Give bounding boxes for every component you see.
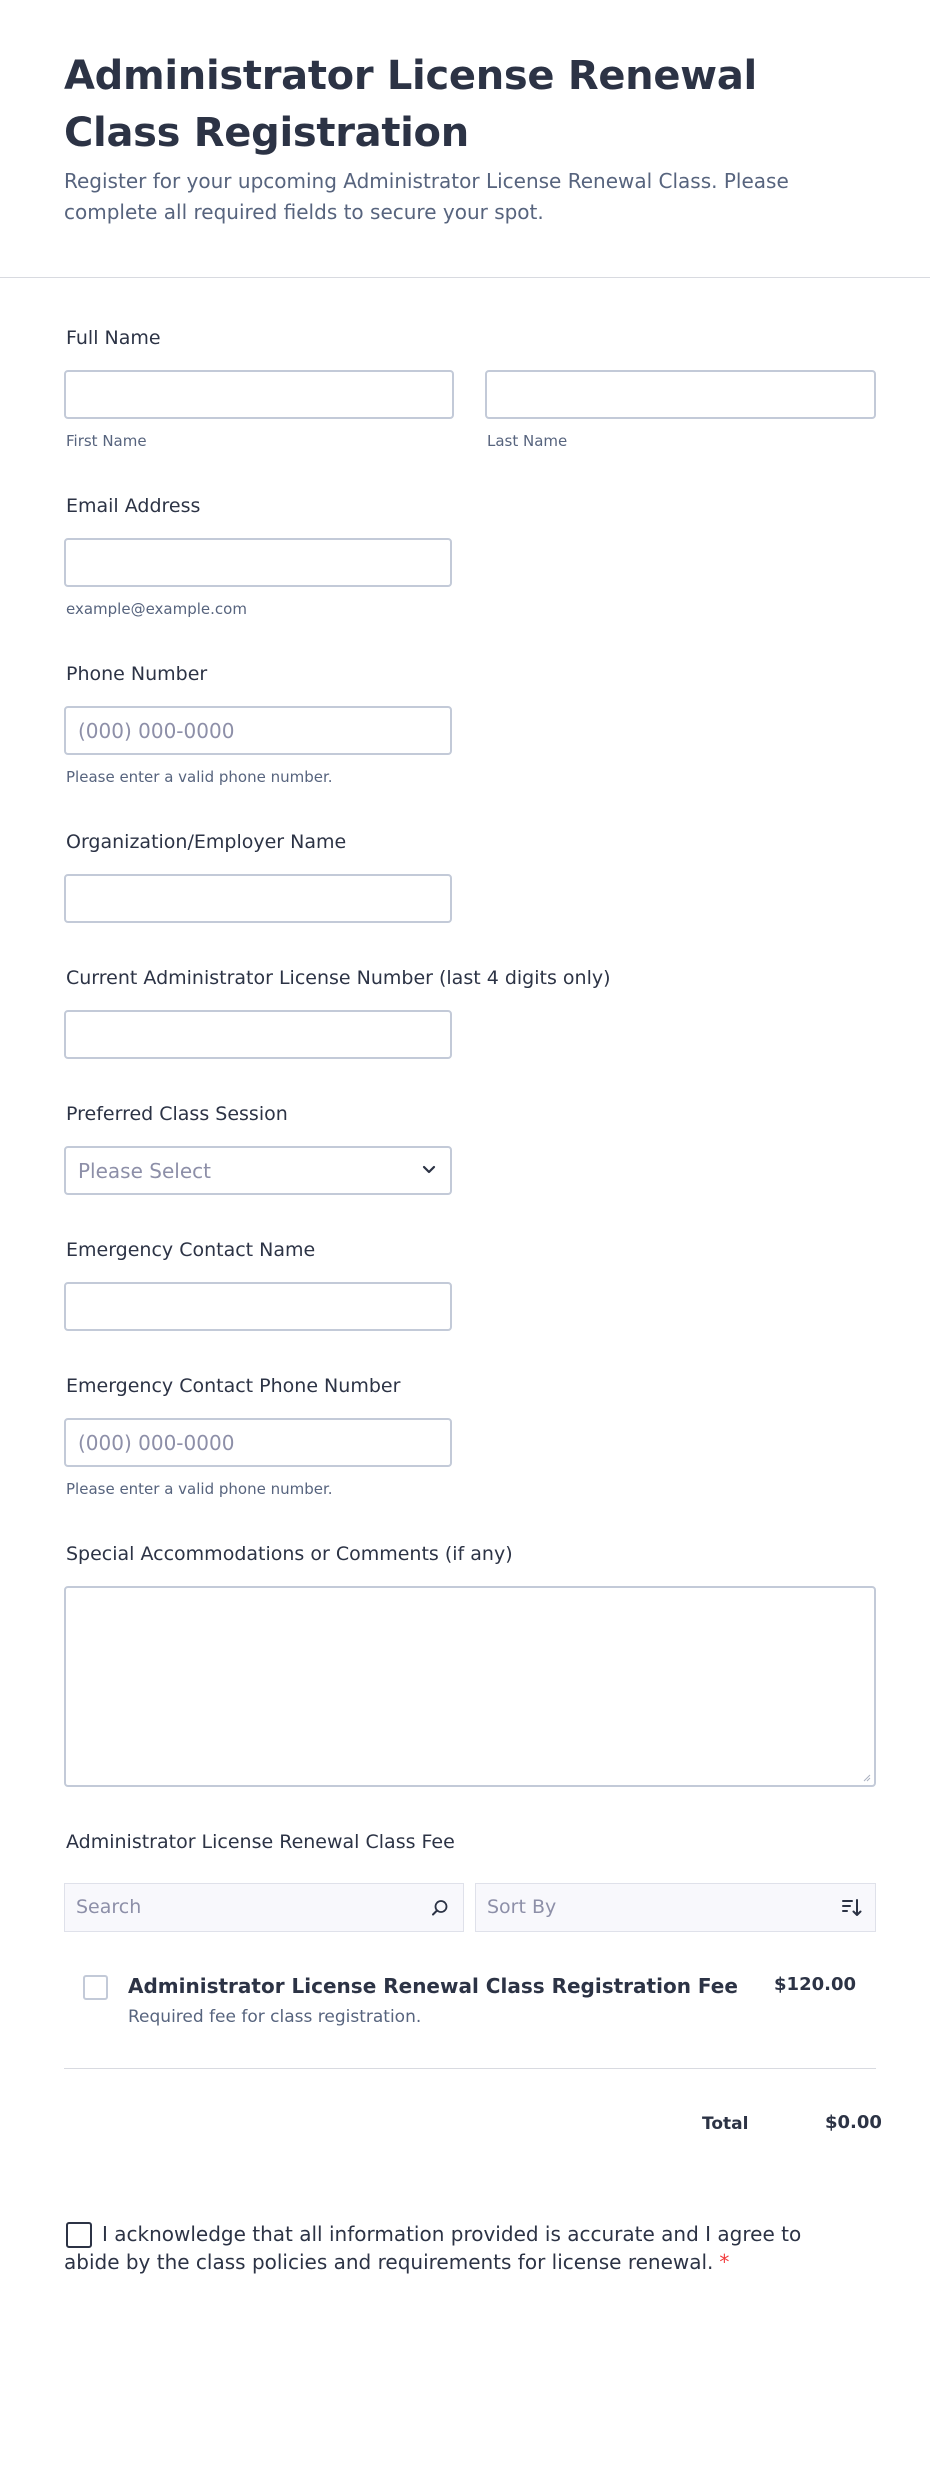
resize-handle-icon[interactable] [861,1772,871,1782]
product-description: Required fee for class registration. [128,2007,422,2027]
class-session-select[interactable] [64,1146,452,1195]
acknowledgement-text: I acknowledge that all information provided is accurate and I agree to abide by the class policies and requirements for license renewal. [64,2222,802,2274]
product-search-input[interactable] [64,1883,464,1932]
acknowledgement-label [64,2220,824,2276]
license-number-input[interactable] [64,1010,452,1059]
product-name: Administrator License Renewal Class Registration Fee [128,1974,738,1998]
emergency-phone-label: Emergency Contact Phone Number [66,1375,401,1397]
phone-sublabel: Please enter a valid phone number. [66,768,333,786]
class-session-label: Preferred Class Session [66,1103,288,1125]
emergency-name-input[interactable] [64,1282,452,1331]
payment-divider [64,2068,876,2069]
comments-textarea[interactable] [64,1586,876,1787]
license-number-label: Current Administrator License Number (last 4 digits only) [66,967,611,989]
form-subtitle: Register for your upcoming Administrator License Renewal Class. Please complete all required fields to secure your spot. [64,169,789,224]
product-price: $120.00 [774,1974,856,1995]
total-value: $0.00 [825,2112,882,2133]
email-sublabel: example@example.com [66,600,247,618]
search-placeholder: Search [76,1896,142,1918]
organization-input[interactable] [64,874,452,923]
last-name-input[interactable] [485,370,876,419]
emergency-phone-placeholder: (000) 000-0000 [78,1431,235,1455]
comments-label: Special Accommodations or Comments (if any) [66,1543,513,1565]
chevron-down-icon [422,1165,436,1175]
form-header [0,0,930,278]
form-title: Administrator License Renewal Class Registration [64,53,757,156]
first-name-input[interactable] [64,370,454,419]
emergency-phone-sublabel: Please enter a valid phone number. [66,1480,333,1498]
search-icon[interactable] [431,1899,449,1917]
emergency-name-label: Emergency Contact Name [66,1239,316,1261]
email-label: Email Address [66,495,201,517]
organization-label: Organization/Employer Name [66,831,347,853]
phone-input[interactable] [64,706,452,755]
sort-icon[interactable] [841,1897,863,1919]
sort-placeholder: Sort By [487,1896,557,1918]
product-item[interactable] [64,1960,876,2070]
last-name-sublabel: Last Name [487,432,568,450]
emergency-phone-input[interactable] [64,1418,452,1467]
payment-label: Administrator License Renewal Class Fee [66,1831,455,1853]
email-input[interactable] [64,538,452,587]
phone-label: Phone Number [66,663,208,685]
total-label: Total [702,2114,749,2134]
first-name-sublabel: First Name [66,432,147,450]
phone-placeholder: (000) 000-0000 [78,719,235,743]
full-name-label: Full Name [66,327,161,349]
class-session-selected: Please Select [78,1159,211,1183]
product-checkbox[interactable] [83,1975,108,2000]
sort-by-select[interactable] [475,1883,876,1932]
required-mark: * [719,2250,730,2274]
